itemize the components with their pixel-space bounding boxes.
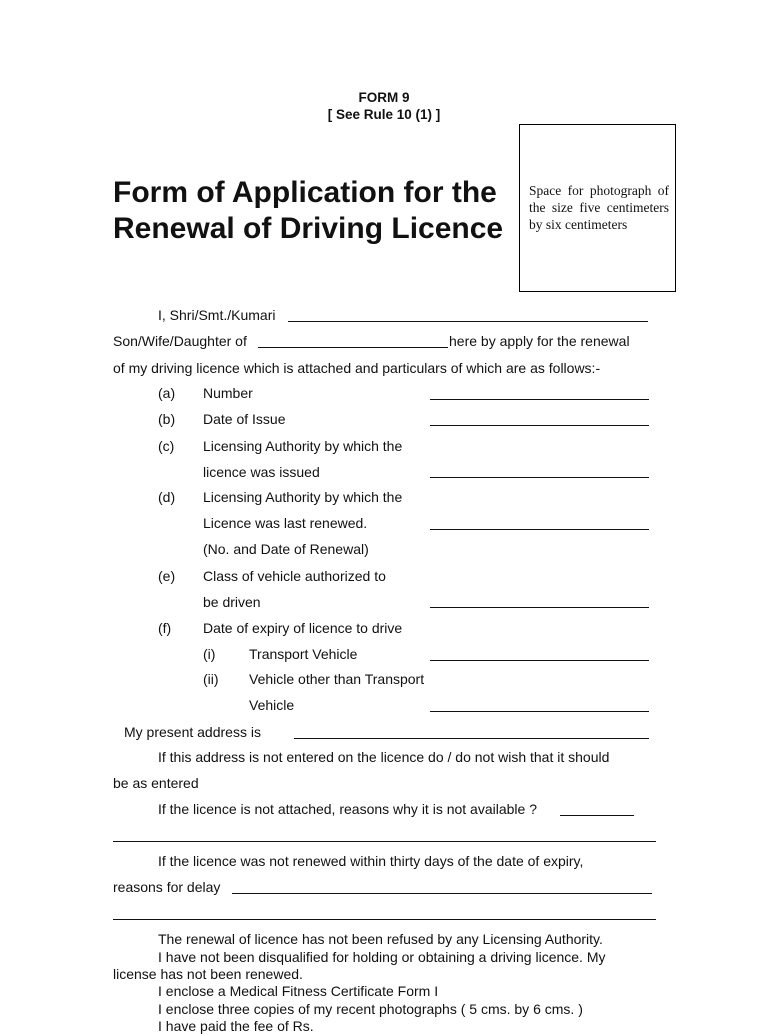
item-b-field[interactable]: [430, 425, 649, 426]
item-a-label: Number: [203, 385, 253, 401]
item-b-letter: (b): [158, 411, 176, 427]
item-f-ii-label-line1: Vehicle other than Transport: [249, 671, 425, 687]
item-f-letter: (f): [158, 620, 172, 636]
delay-label: reasons for delay: [113, 879, 221, 895]
not-attached-field-continued[interactable]: [113, 841, 656, 842]
item-d-field[interactable]: [430, 529, 649, 530]
address-label: My present address is: [124, 724, 261, 740]
item-b-label: Date of Issue: [203, 411, 286, 427]
item-f-i-label: Transport Vehicle: [249, 646, 358, 662]
delay-field[interactable]: [232, 893, 652, 894]
item-f-label: Date of expiry of licence to drive: [203, 620, 403, 636]
intro-line3: of my driving licence which is attached and particulars of which are as follows:-: [113, 360, 601, 376]
declaration-not-refused: The renewal of licence has not been refused by any Licensing Authority.: [158, 931, 603, 947]
declaration-not-disqualified-line1: I have not been disqualified for holding or obtaining a driving licence. My: [158, 949, 606, 965]
item-f-i-field[interactable]: [430, 660, 649, 661]
address-field[interactable]: [294, 738, 649, 739]
rule-reference: [ See Rule 10 (1) ]: [327, 107, 441, 122]
item-f-ii-letter: (ii): [203, 671, 219, 687]
relation-field[interactable]: [258, 347, 448, 348]
item-a-letter: (a): [158, 385, 176, 401]
relation-suffix: here by apply for the renewal: [449, 333, 630, 349]
address-note-line2: be as entered: [113, 775, 199, 791]
item-d-label-line1: Licensing Authority by which the: [203, 489, 403, 505]
item-f-ii-field[interactable]: [430, 711, 649, 712]
address-note-line1: If this address is not entered on the licence do / do not wish that it should: [158, 749, 610, 765]
declaration-not-disqualified-line2: license has not been renewed.: [113, 966, 303, 982]
form-title-line1: Form of Application for the: [113, 176, 497, 209]
not-attached-field[interactable]: [560, 815, 634, 816]
name-label: I, Shri/Smt./Kumari: [158, 307, 276, 323]
item-f-i-letter: (i): [203, 646, 216, 662]
declaration-medical-certificate: I enclose a Medical Fitness Certificate Form I: [158, 983, 439, 999]
delay-field-continued[interactable]: [113, 919, 656, 920]
relation-label: Son/Wife/Daughter of: [113, 333, 247, 349]
photo-box: [519, 124, 676, 292]
declaration-photographs: I enclose three copies of my recent photographs ( 5 cms. by 6 cms. ): [158, 1001, 583, 1017]
item-c-letter: (c): [158, 438, 175, 454]
declaration-fee-paid: I have paid the fee of Rs.: [158, 1018, 314, 1034]
item-e-label-line1: Class of vehicle authorized to: [203, 568, 386, 584]
item-c-field[interactable]: [430, 477, 649, 478]
form-title-line2: Renewal of Driving Licence: [113, 212, 504, 245]
item-e-letter: (e): [158, 568, 176, 584]
item-d-label-line3: (No. and Date of Renewal): [203, 541, 369, 557]
name-field[interactable]: [288, 321, 648, 322]
item-f-ii-label-line2: Vehicle: [249, 697, 295, 713]
not-attached-label: If the licence is not attached, reasons why it is not available ?: [158, 801, 537, 817]
photo-box-instructions: Space for photograph of the size five centimeters by six centimeters: [529, 183, 669, 232]
item-c-label-line2: licence was issued: [203, 464, 320, 480]
item-e-field[interactable]: [430, 607, 649, 608]
item-d-label-line2: Licence was last renewed.: [203, 515, 368, 531]
item-a-field[interactable]: [430, 399, 649, 400]
form-number: FORM 9: [358, 90, 410, 105]
item-e-label-line2: be driven: [203, 594, 261, 610]
delay-line1: If the licence was not renewed within thirty days of the date of expiry,: [158, 853, 584, 869]
item-c-label-line1: Licensing Authority by which the: [203, 438, 403, 454]
item-d-letter: (d): [158, 489, 176, 505]
